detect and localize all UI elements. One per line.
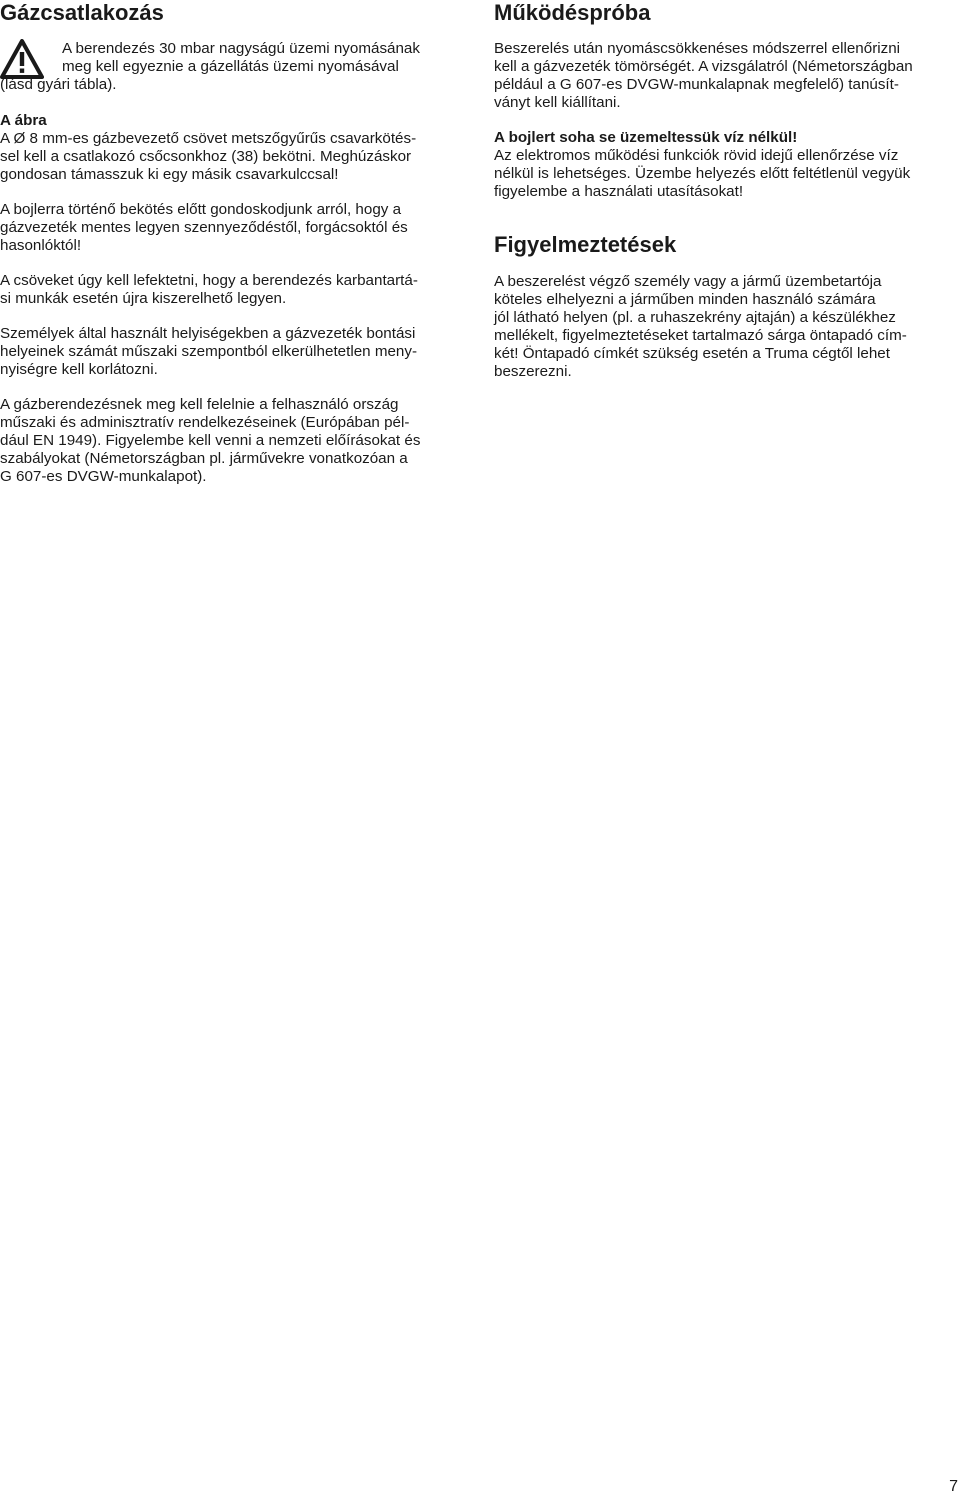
warning-line-1: A berendezés 30 mbar nagyságú üzemi nyomásának bbox=[62, 40, 420, 57]
section-heading-function-test: Működéspróba bbox=[494, 0, 651, 25]
paragraph-line: mellékelt, figyelmeztetéseket tartalmazó sárga öntapadó cím- bbox=[494, 327, 907, 344]
paragraph-line: sel kell a csatlakozó csőcsonkhoz (38) bekötni. Meghúzáskor bbox=[0, 148, 412, 165]
paragraph-line: A Ø 8 mm-es gázbevezető csövet metszőgyűrűs csavarkötés- bbox=[0, 130, 417, 147]
fig-a-block bbox=[0, 112, 470, 184]
paragraph-line: dául EN 1949). Figyelembe kell venni a nemzeti előírásokat és bbox=[0, 432, 421, 449]
paragraph-pipe-routing bbox=[0, 272, 470, 308]
paragraph-cleanliness bbox=[0, 201, 470, 255]
left-column bbox=[0, 0, 470, 486]
paragraph-warning-stickers bbox=[494, 273, 960, 381]
paragraph-line: jól látható helyen (pl. a ruhaszekrény ajtaján) a készülékhez bbox=[494, 309, 896, 326]
paragraph-line: két! Öntapadó címkét szükség esetén a Truma cégtől lehet bbox=[494, 345, 890, 362]
paragraph-line: szabályokat (Németországban pl. járművekre vonatkozóan a bbox=[0, 450, 408, 467]
paragraph-line: beszerezni. bbox=[494, 363, 572, 380]
paragraph-separation-points bbox=[0, 325, 470, 379]
paragraph-line: például a G 607-es DVGW-munkalapnak megfelelő) tanúsít- bbox=[494, 76, 899, 93]
paragraph-line: si munkák esetén újra kiszerelhető legyen. bbox=[0, 290, 287, 307]
paragraph-tightness-test bbox=[494, 40, 960, 112]
paragraph-line: A gázberendezésnek meg kell felelnie a felhasználó ország bbox=[0, 396, 399, 413]
warning-triangle-icon bbox=[0, 39, 44, 79]
paragraph-line: ványt kell kiállítani. bbox=[494, 94, 621, 111]
paragraph-line: A csöveket úgy kell lefektetni, hogy a berendezés karbantartá- bbox=[0, 272, 418, 289]
paragraph-line: hasonlóktól! bbox=[0, 237, 82, 254]
paragraph-line: figyelembe a használati utasításokat! bbox=[494, 183, 744, 200]
warning-line-2: meg kell egyeznie a gázellátás üzemi nyomásával bbox=[62, 58, 399, 75]
paragraph-no-water-warning bbox=[494, 129, 960, 201]
paragraph-regulations bbox=[0, 396, 470, 486]
fig-a-title: A ábra bbox=[0, 112, 47, 129]
paragraph-line: nyiségre kell korlátozni. bbox=[0, 361, 158, 378]
paragraph-line: köteles elhelyezni a járműben minden használó számára bbox=[494, 291, 876, 308]
paragraph-line: G 607-es DVGW-munkalapot). bbox=[0, 468, 207, 485]
paragraph-line: gázvezeték mentes legyen szennyeződéstől, forgácsoktól és bbox=[0, 219, 408, 236]
paragraph-line: Személyek által használt helyiségekben a gázvezeték bontási bbox=[0, 325, 416, 342]
paragraph-line: A bojlerra történő bekötés előtt gondoskodjunk arról, hogy a bbox=[0, 201, 402, 218]
warning-block bbox=[0, 40, 470, 76]
paragraph-line: kell a gázvezeték tömörségét. A vizsgálatról (Németországban bbox=[494, 58, 913, 75]
paragraph-line: Beszerelés után nyomáscsökkenéses módszerrel ellenőrizni bbox=[494, 40, 901, 57]
warning-continuation: (lásd gyári tábla). bbox=[0, 76, 117, 93]
section-heading-gas-connection: Gázcsatlakozás bbox=[0, 0, 164, 25]
paragraph-line: helyeinek számát műszaki szempontból elkerülhetetlen meny- bbox=[0, 343, 418, 360]
bold-warning: A bojlert soha se üzemeltessük víz nélkül! bbox=[494, 129, 798, 146]
section-heading-warnings: Figyelmeztetések bbox=[494, 232, 677, 257]
paragraph-line: A beszerelést végző személy vagy a jármű üzembetartója bbox=[494, 273, 882, 290]
page-number: 7 bbox=[949, 1478, 958, 1495]
right-column bbox=[494, 0, 960, 381]
paragraph-line: műszaki és adminisztratív rendelkezéseinek (Európában pél- bbox=[0, 414, 410, 431]
paragraph-line: gondosan támasszuk ki egy másik csavarkulccsal! bbox=[0, 166, 339, 183]
paragraph-line: Az elektromos működési funkciók rövid idejű ellenőrzése víz bbox=[494, 147, 899, 164]
paragraph-line: nélkül is lehetséges. Üzembe helyezés előtt feltétlenül vegyük bbox=[494, 165, 911, 182]
